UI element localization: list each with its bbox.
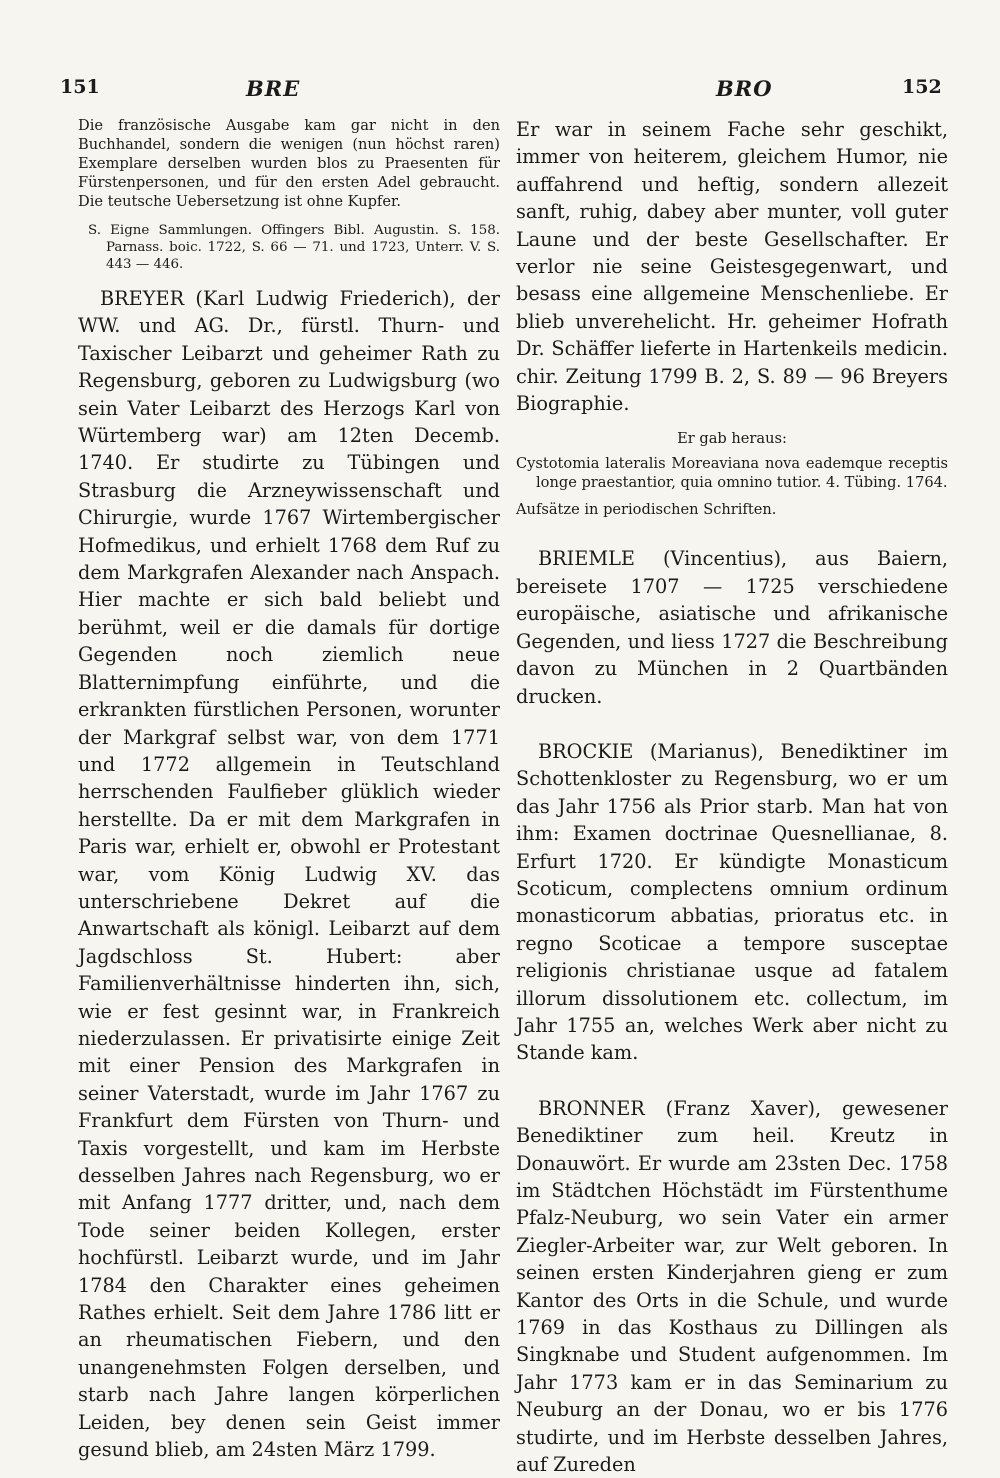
work-item-cystotomia: Cystotomia lateralis Moreaviana nova eademque receptis longe praestantior, quia omnino tutior. 4. Tübing. 1764. — [516, 455, 948, 492]
entry-brockie: BROCKIE (Marianus), Benediktiner im Schottenkloster zu Regensburg, wo er um das Jahr 1756 als Prior starb. Man hat von ihm: Examen doctrinae Quesnellianae, 8. Erfurt 1720. Er kündigte Monasticum Scoticum, complectens omnium ordinum monasticorum abbatias, prioratus etc. in regno Scoticae a tempore susceptae religionis christianae usque ad fatalem illorum dissolutionem etc. collectum, im Jahr 1755 an, welches Werk aber nicht zu Stande kam. — [516, 739, 948, 1065]
right-column — [516, 116, 948, 1478]
right-page-number: 152 — [902, 76, 942, 98]
works-heading: Er gab heraus: — [677, 430, 787, 448]
entry-breyer-continued: Er war in seinem Fache sehr geschikt, immer von heiterem, gleichem Humor, nie auffahrend und heftig, sondern allezeit sanft, ruhig, dabey aber munter, voll guter Laune und der beste Gesellschafter. Er verlor nie seine Geistesgegenwart, und besass eine allgemeine Menschenliebe. Er blieb unverehelicht. Hr. geheimer Hofrath Dr. Schäffer lieferte in Hartenkeils medicin. chir. Zeitung 1799 B. 2, S. 89 — 96 Breyers Biographie. — [516, 118, 948, 416]
previous-entry-ending: Die französische Ausgabe kam gar nicht in den Buchhandel, sondern die wenigen (nun höchst raren) Exemplare derselben wurden blos zu Praesenten für Fürstenpersonen, und für den ersten Adel gebraucht. Die teutsche Uebersetzung ist ohne Kupfer. — [78, 117, 500, 210]
left-page-number: 151 — [60, 76, 100, 98]
entry-bronner: BRONNER (Franz Xaver), gewesener Benediktiner zum heil. Kreutz in Donauwört. Er wurde am 23sten Dec. 1758 im Städtchen Höchstädt im Fürstenthume Pfalz-Neuburg, wo sein Vater ein armer Ziegler-Arbeiter war, zur Welt geboren. In seinen ersten Kinderjahren gieng er zum Kantor des Orts in die Schule, und wurde 1769 in das Kosthaus zu Dillingen als Singknabe und Student aufgenommen. Im Jahr 1773 kam er in das Seminarium zu Neuburg an der Donau, wo er bis 1776 studirte, und im Herbste desselben Jahres, auf Zureden — [516, 1096, 948, 1477]
left-running-head: BRE — [246, 76, 301, 101]
work-item-aufsaetze: Aufsätze in periodischen Schriften. — [516, 501, 777, 519]
entry-breyer: BREYER (Karl Ludwig Friederich), der WW. und AG. Dr., fürstl. Thurn- und Taxischer Leibarzt und geheimer Rath zu Regensburg, geboren zu Ludwigsburg (wo sein Vater Leibarzt des Herzogs Karl von Würtemberg war) am 12ten Decemb. 1740. Er studirte zu Tübingen und Strasburg die Arzneywissenschaft und Chirurgie, wurde 1767 Wirtembergischer Hofmedikus, und erhielt 1768 dem Ruf zu dem Markgrafen Alexander nach Anspach. Hier machte er sich bald beliebt und berühmt, weil er die damals für dortige Gegenden noch ziemlich neue Blatternimpfung einführte, und die erkrankten fürstlichen Personen, worunter der Markgraf selbst war, von dem 1771 und 1772 allgemein in Teutschland herrschenden Faulfieber glüklich wieder herstellte. Da er mit dem Markgrafen in Paris war, erhielt er, obwohl er Protestant war, vom König Ludwig XV. das unterschriebene Dekret auf die Anwartschaft als königl. Leibarzt auf dem Jagdschloss St. Hubert: aber Familienverhältnisse hinderten ihn, sich, wie er fest gesinnt war, in Frankreich niederzulassen. Er privatisirte einige Zeit mit einer Pension des Markgrafen in seiner Vaterstadt, wurde im Jahr 1767 zu Frankfurt dem Fürsten von Thurn- und Taxis vorgestellt, und kam im Herbste desselben Jahres nach Regensburg, wo er mit Anfang 1777 dritter, und, nach dem Tode seiner beiden Kollegen, erster hochfürstl. Leibarzt wurde, und im Jahr 1784 den Charakter eines geheimen Rathes erhielt. Seit dem Jahre 1786 litt er an rheumatischen Fiebern, und den unangenehmsten Folgen derselben, und starb nach Jahre langen körperlichen Leiden, bey denen sein Geist immer gesund blieb, am 24sten März 1799. — [78, 287, 500, 1462]
left-column — [78, 116, 500, 1463]
sources-note: S. Eigne Sammlungen. Offingers Bibl. Augustin. S. 158. Parnass. boic. 1722, S. 66 — 71. und 1723, Unterr. V. S. 443 — 446. — [88, 223, 500, 272]
entry-briemle: BRIEMLE (Vincentius), aus Baiern, bereisete 1707 — 1725 verschiedene europäische, asiatische und afrikanische Gegenden, und liess 1727 die Beschreibung davon zu München in 2 Quartbänden drucken. — [516, 547, 948, 708]
right-running-head: BRO — [716, 76, 773, 101]
